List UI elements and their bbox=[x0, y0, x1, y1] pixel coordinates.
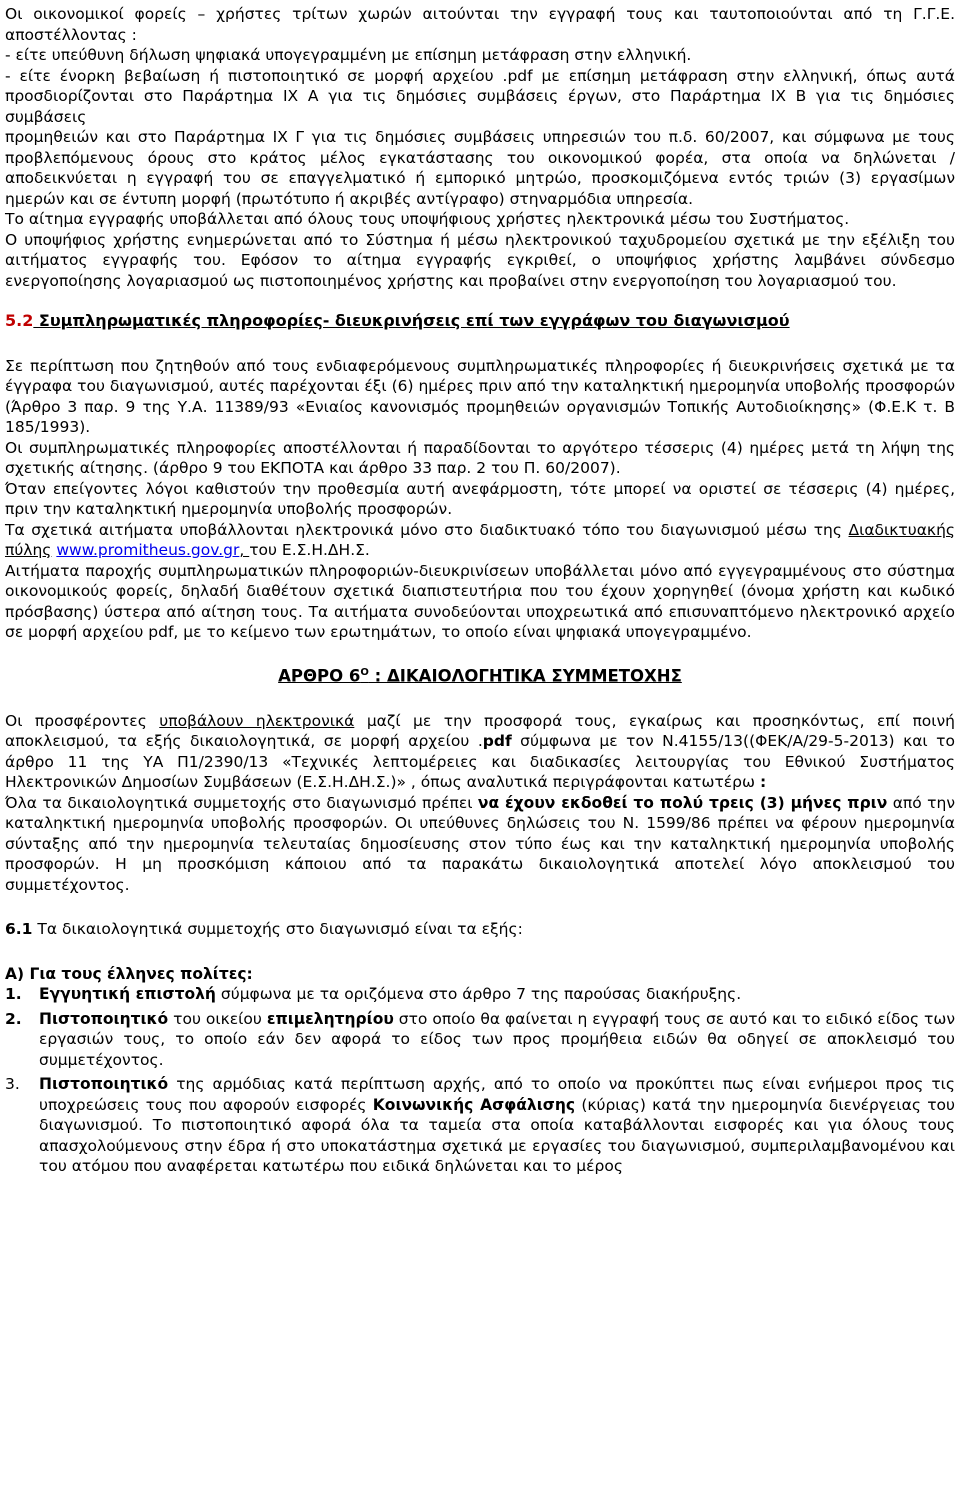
section-6-1-paragraph: 6.1 Τα δικαιολογητικά συμμετοχής στο διαγωνισμό είναι τα εξής: bbox=[5, 920, 523, 938]
urgent-paragraph: Όταν επείγοντες λόγοι καθιστούν την προθεσμία αυτή ανεφάρμοστη, τότε μπορεί να οριστεί σε τέσσερις (4) ημέρες, πριν την καταληκτική ημερομηνία υποβολής προσφορών. bbox=[5, 479, 955, 518]
article-6-heading: ΑΡΘΡΟ $6^O$ : ΔΙΚΑΙΟΛΟΓΗΤΙΚΑ ΣΥΜΜΕΤΟΧΗΣ bbox=[278, 666, 682, 685]
group-a-heading: Α) Για τους έλληνες πολίτες: bbox=[5, 964, 253, 983]
info-paragraph: Σε περίπτωση που ζητηθούν από τους ενδιαφερόμενους συμπληρωματικές πληροφορίες ή διευκρινήσεις σχετικά με τα έγγραφα του διαγωνισμού, αυτές παρέχονται έξι (6) ημέρες πριν από την καταληκτική ημερομηνία υποβολής προσφορών (Άρθρο 3 παρ. 9 της Υ.Α. 11389/93 «Ενιαίος κανονισμός προμηθειών οργανισμών Τοπικής Αυτοδιοίκησης» (Φ.Ε.Κ τ. Β 185/1993). bbox=[5, 356, 955, 436]
intro-paragraph: Οι οικονομικοί φορείς – χρήστες τρίτων χωρών αιτούνται την εγγραφή τους και ταυτοποιούνται από τη Γ.Γ.Ε. αποστέλλοντας : bbox=[5, 5, 955, 44]
requests-paragraph: Αιτήματα παροχής συμπληρωματικών πληροφοριών-διευκρινίσεων υποβάλλεται μόνο από εγγεγραμμένους στο σύστημα οικονομικούς φορείς, δηλαδή διαθέτουν σχετικά διαπιστευτήρια που του έχουν χορηγηθεί (όνομα χρήστη και κωδικό πρόσβασης) ύστερα από αίτηση τους. Τα αιτήματα συνοδεύονται υποχρεωτικά από επισυναπτόμενο ηλεκτρονικό αρχείο σε μορφή αρχείου pdf, με το κείμενο των ερωτημάτων, το οποίο είναι ψηφιακά υπογεγραμμένο. bbox=[5, 561, 955, 641]
promitheus-link[interactable]: www.promitheus.gov.gr bbox=[56, 541, 240, 559]
submission-paragraph: Οι προσφέροντες υποβάλουν ηλεκτρονικά μαζί με την προσφορά τους, εγκαίρως και προσηκόντως, επί ποινή αποκλεισμού, τα εξής δικαιολογητικά, σε μορφή αρχείου .pdf σύμφωνα με τον Ν.4155/13((ΦΕΚ/Α/29-5-2013) και το άρθρο 11 της ΥΑ Π1/2390/13 «Τεχνικές λεπτομέρειες και διαδικασίες λειτουργίας του Εθνικού Συστήματος Ηλεκτρονικών Δημοσίων Συμβάσεων (Ε.Σ.Η.ΔΗ.Σ.)» , όπως αναλυτικά περιγράφονται κατωτέρω : bbox=[5, 711, 955, 791]
list-item: 2. Πιστοποιητικό του οικείου επιμελητηρίου στο οποίο θα φαίνεται η εγγραφή τους σε αυτό και το ειδικό είδος των εργασιών τους, το οποίο εάν δεν αφορά το είδος των προς προμήθεια ειδών θα οδηγεί σε αποκλεισμό του συμμετέχοντος. bbox=[5, 1009, 955, 1069]
option-affidavit: - είτε ένορκη βεβαίωση ή πιστοποιητικό σε μορφή αρχείου .pdf με επίσημη μετάφραση στην ελληνική, όπως αυτά προσδιορίζονται στο Παράρτημα ΙΧ Α για τις δημόσιες συμβάσεις έργων, στο Παράρτημα ΙΧ Β για τις δημόσιες συμβάσεις bbox=[5, 66, 955, 126]
section-title: Συμπληρωματικές πληροφορίες- διευκρινήσεις επί των εγγράφων του διαγωνισμού bbox=[33, 311, 790, 330]
annex-paragraph: προμηθειών και στο Παράρτημα ΙΧ Γ για τις δημόσιες συμβάσεις υπηρεσιών του π.δ. 60/2007, και σύμφωνα με τους προβλεπόμενους όρους στο κράτος μέλος εγκατάστασης του οικονομικού φορέα, στα οποία να δηλώνεται / αποδεικνύεται η εγγραφή του σε επαγγελματικό ή εμπορικό μητρώο, προσκομιζόμενα εντός τριών (3) εργασίμων ημερών και σε έντυπη μορφή (πρωτότυπο ή ακριβές αντίγραφο) στηναρμόδια υπηρεσία. bbox=[5, 128, 955, 208]
option-declaration: - είτε υπεύθυνη δήλωση ψηφιακά υπογεγραμμένη με επίσημη μετάφραση στην ελληνική. bbox=[5, 46, 692, 64]
list-item: 3. Πιστοποιητικό της αρμόδιας κατά περίπτωση αρχής, από το οποίο να προκύπτει πως είναι ενήμεροι προς τις υποχρεώσεις τους που αφορούν εισφορές Κοινωνικής Ασφάλισης (κύριας) κατά την ημερομηνία διενέργειας του διαγωνισμού. Το πιστοποιητικό αφορά όλα τα ταμεία στα οποία καταβάλλονται εισφορές και για όλους τους απασχολούμενους στην έδρα ή στο υποκατάστημα σχετικά με εργασίες του διαγωνισμού, συμπεριλαμβανομένου και του ατόμου που αναφέρεται κατωτέρω που ειδικά δηλώνεται και το μέρος bbox=[5, 1075, 955, 1175]
section-number: 5.2 bbox=[5, 311, 34, 330]
section-5-2-heading bbox=[5, 311, 955, 332]
portal-paragraph: Τα σχετικά αιτήματα υποβάλλονται ηλεκτρονικά μόνο στο διαδικτυακό τόπο του διαγωνισμού μέσω της Διαδικτυακής πύλης www.promitheus.gov.gr, του Ε.Σ.Η.ΔΗ.Σ. bbox=[5, 520, 955, 559]
registration-paragraph: Το αίτημα εγγραφής υποβάλλεται από όλους τους υποψήφιους χρήστες ηλεκτρονικά μέσω του Συστήματος. bbox=[5, 210, 850, 228]
deadline-paragraph: Οι συμπληρωματικές πληροφορίες αποστέλλονται ή παραδίδονται το αργότερο τέσσερις (4) ημέρες μετά τη λήψη της σχετικής αίτησης. (άρθρο 9 του ΕΚΠΟΤΑ και άρθρο 33 παρ. 2 του Π. 60/2007). bbox=[5, 438, 955, 477]
validity-paragraph: Όλα τα δικαιολογητικά συμμετοχής στο διαγωνισμό πρέπει να έχουν εκδοθεί το πολύ τρεις (3) μήνες πριν από την καταληκτική ημερομηνία υποβολής προσφορών. Οι υπεύθυνες δηλώσεις του Ν. 1599/86 πρέπει να φέρουν ημερομηνία σύνταξης από την ημερομηνία τελευταίας δημοσίευσης στον τύπο έως και την καταληκτική ημερομηνία υποβολής προσφορών. Η μη προσκόμιση κάποιου από τα παρακάτω δικαιολογητικά αποτελεί λόγο αποκλεισμού του συμμετέχοντος. bbox=[5, 793, 955, 894]
list-item: 1. Εγγυητική επιστολή σύμφωνα με τα οριζόμενα στο άρθρο 7 της παρούσας διακήρυξης. bbox=[5, 985, 742, 1003]
notification-paragraph: Ο υποψήφιος χρήστης ενημερώνεται από το Σύστημα ή μέσω ηλεκτρονικού ταχυδρομείου σχετικά με την εξέλιξη του αιτήματος εγγραφής του. Εφόσον το αίτημα εγγραφής εγκριθεί, ο υποψήφιος χρήστης λαμβάνει σύνδεσμο ενεργοποίησης λογαριασμού ως πιστοποιημένος χρήστης και προβαίνει στην ενεργοποίηση του λογαριασμού του. bbox=[5, 230, 955, 290]
